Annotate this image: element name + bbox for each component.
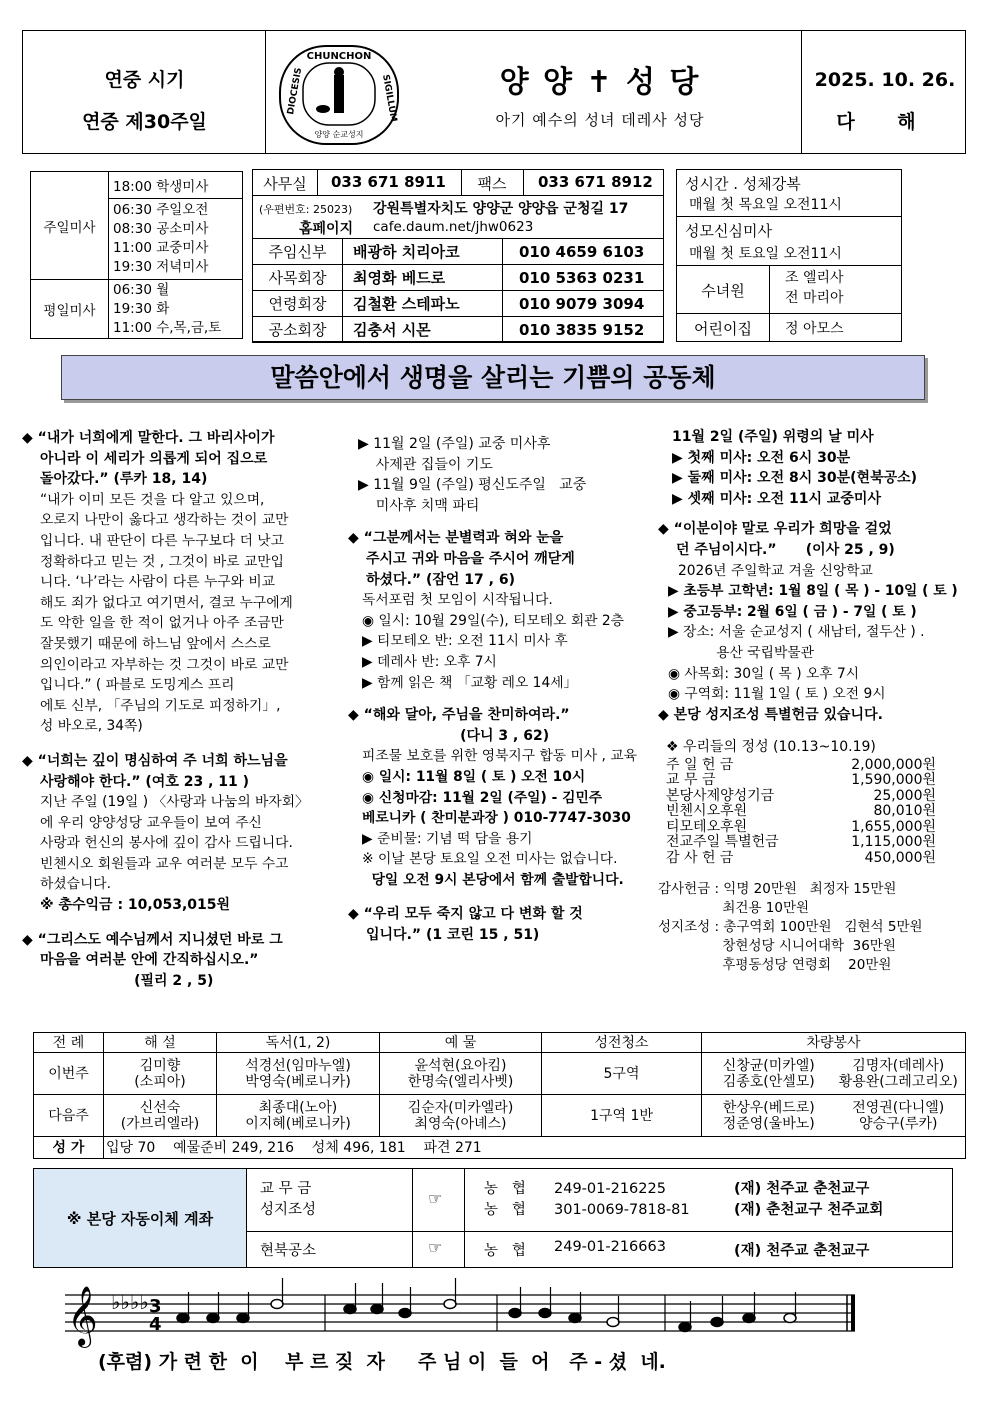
parish-notices: ▶ 11월 2일 (주일) 교중 미사후 사제관 집들이 기도 ▶ 11월 9일 (주일) 평신도주일 교중 미사후 치맥 파티 bbox=[358, 436, 587, 514]
reading-forum-notice: 독서포럼 첫 모임이 시작됩니다. ◉ 일시: 10월 29일(수), 티모테오 회관 2층 ▶ 티모테오 반: 오전 11시 미사 후 ▶ 데레사 반: 오후 7시 ▶ 함께 읽은 책 「교황 레오 14세」 bbox=[362, 592, 624, 691]
account-number: 249-01-216663 bbox=[554, 1239, 666, 1255]
header bbox=[22, 30, 966, 154]
hymn-music-staff bbox=[55, 1275, 865, 1355]
bank-name: 농 협 농 협 bbox=[484, 1181, 526, 1218]
scripture-quote: ◆ “그리스도 예수님께서 지니셨던 바로 그 마음을 여러분 안에 간직하십시오.” (필리 2 , 5) bbox=[22, 931, 283, 989]
mass-schedule bbox=[30, 171, 243, 339]
bank-title: ※ 본당 자동이체 계좌 bbox=[34, 1169, 247, 1267]
donation-list: 감사헌금 : 익명 20만원 최정자 15만원 최건용 10만원 성지조성 : 총구역회 100만원 김현석 5만원 창현성당 시니어대학 36만원 후평동성당 연령회 20만원 bbox=[658, 881, 923, 974]
pointing-hand-icon: ☞ bbox=[428, 1189, 443, 1208]
treble-clef-icon: 𝄞 bbox=[67, 1286, 98, 1346]
music-note bbox=[237, 1314, 249, 1323]
week-text: 연중 제30주일 bbox=[82, 111, 207, 133]
winter-school-notice: 2026년 주일학교 겨울 신앙학교 ▶ 초등부 고학년: 1월 8일 ( 목 ) - 10일 ( 토 ) ▶ 중고등부: 2월 6일 ( 금 ) - 7일 ( 토 ) ▶ 장소: 서울 순교성지 ( 새남터, 절두산 ) . 용산 국립박물관 ◉ 사목회: 30일 ( 목 ) 오후 7시 ◉ 구역회: 11월 1일 ( 토 ) 오전 9시 bbox=[668, 562, 958, 703]
scripture-quote: ◆ “너희는 깊이 명심하여 주 너희 하느님을 사랑해야 한다.” (여호 23 , 11 ) bbox=[22, 752, 288, 790]
address: 강원특별자치도 양양군 양양읍 군청길 17 bbox=[373, 201, 629, 217]
weekday-mass-times: 06:30 월 19:30 화 11:00 수,목,금,토 bbox=[109, 280, 243, 339]
svg-text:4: 4 bbox=[149, 1314, 162, 1335]
music-note bbox=[399, 1309, 411, 1318]
hymn-lyrics: (후렴) 가 련 한 이 부 르 짖 자 주 님 이 들 어 주 - 셨 네. bbox=[98, 1351, 666, 1373]
weekday-mass-label: 평일미사 bbox=[31, 280, 109, 339]
special-offering-notice: ◆ 본당 성지조성 특별헌금 있습니다. bbox=[658, 706, 883, 723]
offering-ledger: 주 일 헌 금 2,000,000원 교 무 금 1,590,000원 본당사제양성기금 25,000원 빈첸시오후원 80,010원 티모테오후원 1,655,000원 전교주일 특별헌금 1,115,000원 감 사 헌 금 450,000원 bbox=[666, 756, 936, 866]
column-3 bbox=[658, 427, 970, 975]
music-note bbox=[607, 1318, 619, 1327]
scripture-quote: ◆ “이분이야 말로 우리가 희망을 걸었 던 주님이시다.” (이사 25 , 9) bbox=[658, 521, 895, 558]
svg-text:CHUNCHON: CHUNCHON bbox=[306, 51, 372, 62]
homepage-label: 홈페이지 bbox=[299, 221, 354, 237]
pointing-hand-icon: ☞ bbox=[428, 1238, 443, 1257]
all-souls-masses: 11월 2일 (주일) 위령의 날 미사 ▶ 첫째 미사: 오전 6시 30분 ▶ 둘째 미사: 오전 8시 30분(현북공소) ▶ 셋째 미사: 오전 11시 교중미사 bbox=[672, 429, 918, 507]
kindergarten-label: 어린이집 bbox=[694, 320, 752, 338]
sunday-mass-times: 06:30 주일오전 08:30 공소미사 11:00 교중미사 19:30 저녁미사 bbox=[109, 199, 243, 280]
svg-text:DIOCESIS: DIOCESIS bbox=[286, 66, 305, 116]
kindergarten-director: 정 아모스 bbox=[785, 321, 844, 337]
homepage-url: cafe.daum.net/jhw0623 bbox=[373, 219, 534, 235]
music-note bbox=[569, 1314, 581, 1323]
office-phone: 033 671 8911 bbox=[331, 173, 446, 191]
sisters-list: 조 엘리사 전 마리아 bbox=[785, 270, 844, 306]
bazaar-thanks: 지난 주일 (19일 ) 〈사랑과 나눔의 바자회〉 에 우리 양양성당 교우들이 보여 주신 사랑과 헌신의 봉사에 깊이 감사 드립니다. 빈첸시오 회원들과 교우 여러분 모두 수고 하셨습니다. bbox=[40, 794, 309, 893]
devotion-box bbox=[676, 169, 902, 342]
music-note bbox=[371, 1305, 383, 1314]
scripture-quote: ◆ “그분께서는 분별력과 혀와 눈을 주시고 귀와 마음을 주시어 깨닫게 하셨다.” (잠언 17 , 6) bbox=[348, 530, 575, 588]
marian-mass-time: 매월 첫 토요일 오전11시 bbox=[689, 246, 842, 262]
scripture-quote: ◆ “해와 달아, 주님을 찬미하여라.” (다니 3 , 62) bbox=[348, 707, 570, 744]
reflection-text: “내가 이미 모든 것을 다 알고 있으며, 오로지 나만이 옳다고 생각하는 것이 교만 입니다. 내 판단이 다른 누구보다 더 낫고 정확하다고 믿는 것 , 그것이 바로 교만입 니다. ‘나’라는 사람이 다른 누구와 비교 해도 죄가 없다고 여기면서, 결코 누구에게 도 악한 일을 한 적이 없거나 아주 조금만 잘못했기 때문에 하느님 앞에서 스스로 의인이라고 자부하는 것 그것이 바로 교만 입니다.” ( 파블로 도밍게스 프리 에토 신부, 「주님의 기도로 피정하기」, 성 바오로, 34쪽) bbox=[40, 491, 293, 735]
account-holder: (재) 천주교 춘천교구 bbox=[734, 1243, 870, 1259]
music-note bbox=[784, 1314, 796, 1323]
cycle-text: 다 해 bbox=[836, 111, 934, 133]
marian-mass-title: 성모신심미사 bbox=[685, 222, 772, 240]
date-text: 2025. 10. 26. bbox=[814, 69, 956, 91]
fax-label: 팩스 bbox=[477, 175, 507, 193]
music-note bbox=[711, 1318, 723, 1327]
date-box bbox=[801, 31, 967, 153]
season-text: 연중 시기 bbox=[104, 69, 185, 91]
church-title: 양 양 ✝ 성 당 bbox=[499, 65, 701, 100]
account-holder: (재) 천주교 춘천교구 (재) 춘천교구 천주교회 bbox=[734, 1181, 884, 1218]
scripture-quote: ◆ “우리 모두 죽지 않고 다 변화 할 것 입니다.” (1 코린 15 , 51) bbox=[348, 906, 583, 944]
music-note bbox=[539, 1309, 551, 1318]
motto-text: 말씀안에서 생명을 살리는 기쁨의 공동체 bbox=[270, 363, 716, 392]
liturgical-season-box bbox=[23, 31, 266, 153]
column-2 bbox=[348, 434, 658, 946]
music-note bbox=[344, 1305, 356, 1314]
column-1 bbox=[22, 428, 344, 991]
music-note bbox=[207, 1314, 219, 1323]
convent-label: 수녀원 bbox=[701, 282, 745, 300]
music-note bbox=[743, 1314, 755, 1323]
bazaar-total: ※ 총수익금 : 10,053,015원 bbox=[40, 897, 231, 914]
svg-text:3: 3 bbox=[149, 1296, 162, 1317]
svg-text:♭♭♭♭: ♭♭♭♭ bbox=[111, 1290, 149, 1314]
office-label: 사무실 bbox=[263, 175, 307, 193]
music-note bbox=[444, 1300, 456, 1309]
svg-text:SIGILLUM: SIGILLUM bbox=[380, 73, 399, 123]
diocese-seal-logo bbox=[279, 45, 399, 145]
church-subtitle: 아기 예수의 성녀 데레사 성당 bbox=[495, 111, 705, 129]
adoration-title: 성시간 . 성체강복 bbox=[685, 175, 801, 193]
account-purpose: 현북공소 bbox=[260, 1243, 317, 1259]
music-note bbox=[177, 1314, 189, 1323]
music-note bbox=[271, 1300, 283, 1309]
ministry-duty-table: 전 례 해 설 독서(1, 2) 예 물 성전청소 차량봉사 이번주 김미향 (소피아) 석경선(임마누엘) 박영숙(베로니카) 윤석현(요아킴) 한명숙(엘리사벳) 5구역 신창균(미카엘) 김명자(데레사) 김종호(안셀모) 황용완(그레고리오) 다음주 신선숙 (가브리엘라) 최종대(노아) 이지혜(베로니카) 김순자(미카엘라) 최영숙(아녜스) 1구역 1반 한상우(베드로) 전영권(다니엘) 정준영(울바노) 양승구(루카) 성 가 입당 70 예물준비 249, 216 성체 496, 181 파견 271 bbox=[33, 1032, 966, 1159]
fax-number: 033 671 8912 bbox=[538, 173, 653, 191]
creation-mass-notice: 피조물 보호를 위한 영북지구 합동 미사 , 교육 ◉ 일시: 11월 8일 ( 토 ) 오전 10시 ◉ 신청마감: 11월 2일 (주일) - 김민주 베로니카 ( 찬미분과장 ) 010-7747-3030 ▶ 준비물: 기념 떡 담을 용기 ※ 이날 본당 토요일 오전 미사는 없습니다. 당일 오전 9시 본당에서 함께 출발합니다. bbox=[362, 748, 637, 888]
svg-text:양양 순교성지: 양양 순교성지 bbox=[314, 130, 364, 139]
offering-title: ❖ 우리들의 정성 (10.13~10.19) bbox=[666, 739, 876, 756]
bank-name: 농 협 bbox=[484, 1243, 526, 1259]
office-contacts bbox=[252, 169, 664, 342]
account-number: 249-01-216225 301-0069-7818-81 bbox=[554, 1181, 690, 1218]
adoration-time: 매월 첫 목요일 오전11시 bbox=[689, 197, 842, 213]
postal-code: (우편번호: 25023) bbox=[259, 203, 353, 216]
account-purpose: 교 무 금 성지조성 bbox=[260, 1181, 317, 1218]
motto-banner bbox=[61, 355, 925, 400]
mass-time: 18:00 학생미사 bbox=[109, 172, 243, 199]
music-note bbox=[509, 1309, 521, 1318]
music-note bbox=[679, 1323, 691, 1332]
staff-table: 주임신부 배광하 치리아코 010 4659 6103 사목회장 최영화 베드로 010 5363 0231 연령회장 김철환 스테파노 010 9079 3094 공소회장 김충서 시몬 010 3835 9152 bbox=[252, 238, 664, 343]
sunday-mass-label: 주일미사 bbox=[31, 172, 109, 280]
scripture-quote: ◆ “내가 너희에게 말한다. 그 바리사이가 아니라 이 세리가 의롭게 되어 집으로 돌아갔다.” (루카 18, 14) bbox=[22, 430, 275, 488]
bank-transfer-box bbox=[33, 1168, 953, 1268]
